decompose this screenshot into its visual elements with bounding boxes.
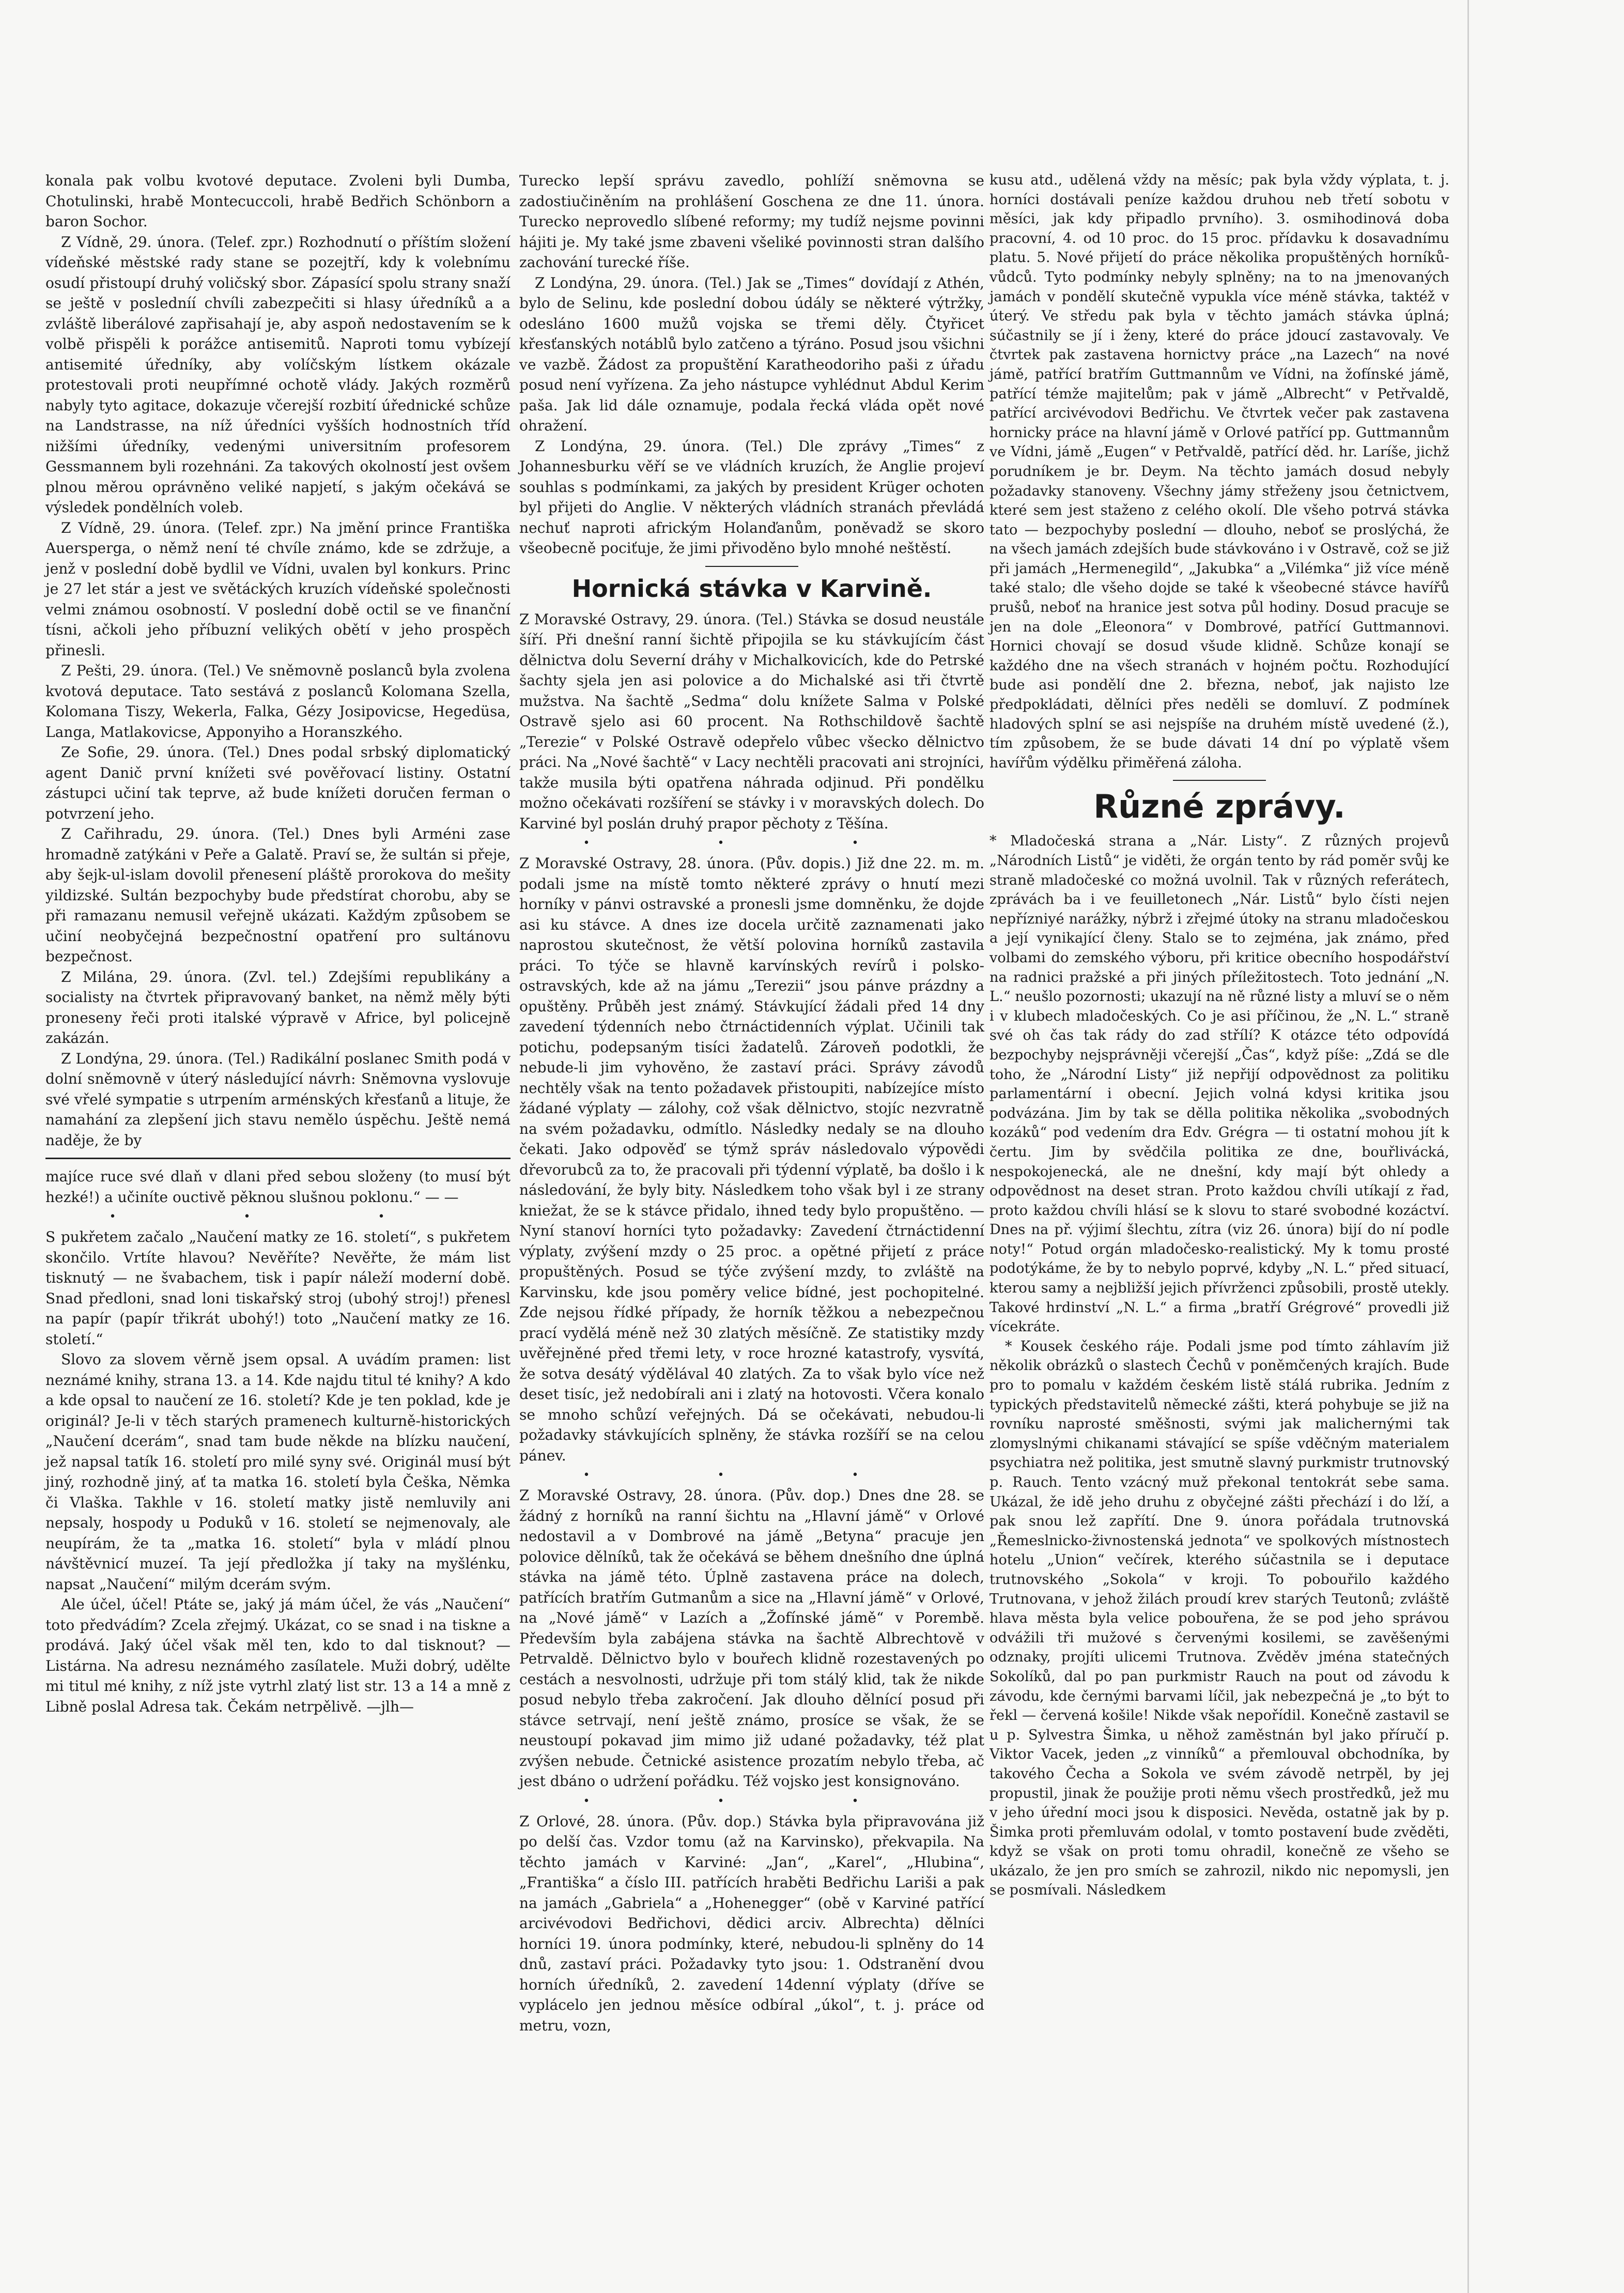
strike-paragraph: Z Moravské Ostravy, 28. února. (Pův. dop.) Dnes dne 28. se žádný z horníků na ranní šichtu na „Hlavní jámě“ v Orlové nedostavil a v Dombrové na jámě „Betyna“ pracuje jen polovice dělníků, tak že očekává se během dnešního dne úplná stávka na jámě této. Úplně zastavena práce na dolech, patřících bratřím Gutmanům a sice na „Hlavní jámě“ v Orlové, na „Nové jámě“ v Lazích a „Žofínské jámě“ v Porembě. Především byla zabájena stávka na šachtě Albrechtově v Petrvaldě. Dělnictvo bylo v bouřech klidně rozestavených po cestách a nesvolnosti, udržuje při tom stálý klid, tak že nikde posud nebylo třeba zakročení. Jak dlouho dělnící posud při stávce setrvají, není ještě známo, prosíce se však, že se neustoupí pokavad jim mimo již udané požadavky, též plat zvýšen nebude. Četnické asistence prozatím nebylo třeba, ač jest dbáno o udržení pořádku. Též vojsko jest konsignováno. [519,1487,984,1790]
feuilleton-paragraph: Slovo za slovem věrně jsem opsal. A uvádím pramen: list neznámé knihy, strana 13. a 14. Kde najdu titul té knihy? A kdo a kde opsal to naučení ze 16. století? Kde je ten poklad, kde je originál? Je-li v těch starých pramenech kulturně-historických „Naučení dcerám“, snad tam bude někde na blízku naučení, jež napsal tatík 16. století pro milé syny své. Originál musí být jiný, rozhodně jiný, ať ta matka 16. století byla Češka, Němka či Vlaška. Takhle v 16. století matky jistě nemluvily ani nepsaly, hospody u Poduků v 16. století se nejmenovaly, ale neupírám, že ta „matka 16. století“ byla v mládí plnou návštěvnicí muzeí. Ta její předložka jí taky na myšlénku, napsat „Naučení“ milým dcerám svým. [45,1351,511,1593]
paragraph: Ze Sofie, 29. února. (Tel.) Dnes podal srbský diplomatický agent Danič první knížeti své pověřovací listiny. Ostatní zástupci učiní tak teprve, až bude knížeti doručen ferman o potvrzení jeho. [45,744,511,822]
strike-paragraph: Z Moravské Ostravy, 29. února. (Tel.) Stávka se dosud neustále šíří. Při dnešní ranní šichtě připojila se ku stávkujícím část dělnictva dolu Severní dráhy v Michalkovicích, kde do Petrské šachty sjela jen asi polovice a do Michalské asi tři čtvrtě mužstva. Na šachtě „Sedma“ dolu knížete Salma v Polské Ostravě sjelo asi 60 procent. Na Rothschildově šachtě „Terezie“ v Polské Ostravě odepřelo vůbec všecko dělnictvo práci. Na „Nové šachtě“ v Lacy nechtěli pracovati ani strojníci, takže musila býti opatřena náhrada odjinud. Při pondělku možno očekávati rozšíření se stávky i v moravských dolech. Do Karviné byl poslán druhý prapor pěchoty z Těšína. [519,610,984,832]
section-heading-strike: Hornická stávka v Karvině. [571,574,932,603]
paragraph: Z Londýna, 29. února. (Tel.) Jak se „Times“ dovídají z Athén, bylo de Selinu, kde poslední dobou údály se některé výtržky, odesláno 1600 mužů vojska se třemi děly. Čtyřicet křesťanských notáblů bylo zatčeno a týráno. Posud jsou všichni ve vazbě. Žádost za propuštění Karatheodoriho paši z úřadu posud není vyřízena. Za jeho nástupce vyhlédnut Abdul Kerim paša. Jak lid dále oznamuje, podala řecká vláda opět nové ohražení. [519,274,984,434]
paragraph: Z Pešti, 29. února. (Tel.) Ve sněmovně poslanců byla zvolena kvotová deputace. Tato sestává z poslanců Kolomana Szella, Kolomana Tiszy, Wekerla, Falka, Gézy Josipovicse, Hegedüsa, Langa, Matlakovicse, Apponyiho a Horanszkého. [45,662,511,741]
paragraph: Z Londýna, 29. února. (Tel.) Dle zprávy „Times“ z Johannesburku věří se ve vládních kruzích, že Anglie projeví souhlas s podmínkami, za jakých by president Krüger ochoten byl přijeti do Anglie. V některých vládních stranách převládá nechuť naproti africkým Holanďanům, poněvadž se skoro všeobecně pociťuje, že jimi přivoděno bylo mnohé neštěstí. [519,437,984,557]
section-divider [705,566,798,567]
paragraph: Z Vídně, 29. února. (Telef. zpr.) Rozhodnutí o příštím složení vídeňské městské rady stane se pozejtří, kdy k volebnímu osudí přistoupí druhý voličský sbor. Zápasící spolu strany snaží se ještě v posledníí chvíli zabezpečiti si hlasy úředníků a a zvláště liberálové zapřisahají je, aby aspoň nedostavením se k volbě přispěli k porážce antisemitů. Naproti tomu vybízejí antisemité úředníky, aby volíčským lístkem okázale protestovali proti neupřímné ochotě vlády. Jakých rozměrů nabyly tyto agitace, dokazuje včerejší rozbití úřednické schůze na Landstrasse, na níž úředníci vyšších hodnostních tříd nižšími úředníky, vedenými universitním profesorem Gessmannem byli rozehnáni. Za takových okolností jest ovšem plnou měrou oprávněno veliké napjetí, s jakým očekává se výsledek pondělních voleb. [45,233,511,516]
paragraph: Z Londýna, 29. února. (Tel.) Radikální poslanec Smith podá v dolní sněmovně v úterý následující návrh: Sněmovna vyslovuje své vřelé sympatie s utrpením arménských křesťanů a lituje, že namahání za zlepšení jich stavu nemělo úspěchu. Ještě nemá naděje, že by [45,1050,511,1149]
feuilleton-divider [45,1158,511,1159]
feuilleton-lead: majíce ruce své dlaň v dlani před sebou složeny (to musí být hezké!) a učiníte ouctivě pěknou slušnou poklonu.“ — — [45,1168,511,1206]
paragraph: Z Vídně, 29. února. (Telef. zpr.) Na jmění prince Františka Auersperga, o němž není té chvíle známo, kde se zdržuje, a jenž v poslední době bydlil ve Vídni, uvalen byl konkurs. Princ je 27 let stár a jest ve světáckých kruzích vídeňské společnosti velmi známou osobností. V poslední době octil se ve finanční tísni, ačkoli jeho příbuzní velikých obětí v jeho prospěch přinesli. [45,519,511,659]
section-separator-dots: • • • [583,1794,921,1808]
strike-paragraph: Z Orlové, 28. února. (Pův. dop.) Stávka byla připravována již po delší čas. Vzdor tomu (až na Karvinsko), překvapila. Na těchto jamách v Karviné: „Jan“, „Karel“, „Hlubina“, „Františka“ a číslo III. patřících hraběti Bedřichu Lariši a pak na jamách „Gabriela“ a „Hohenegger“ (obě v Karviné patřící arcivévodovi Bedřichovi, dědici arciv. Albrechta) dělníci horníci 19. února podmínky, které, nebudou-li splněny do 14 dnů, zastaví práci. Požadavky tyto jsou: 1. Odstranění dvou horních úředníků, 2. zavedení 14denní výplaty (dříve se vyplácelo jen jednou měsíce odbíral „úkol“, t. j. práce od metru, vozn, [519,1812,984,2034]
paragraph: Z Cařihradu, 29. února. (Tel.) Dnes byli Arméni zase hromadně zatýkáni v Peře a Galatě. Praví se, že sultán si přeje, aby šejk-ul-islam dovolil přenesení pláště prorokova do mešity yildizské. Sultán bezpochyby bude předstírat chorobu, aby se při ramazanu nemusil veřejně ukázati. Každým způsobem se učiní neobyčejná bezpečnostní opatření pro sultánovu bezpečnost. [45,825,511,965]
varia-paragraph: * Mladočeská strana a „Nár. Listy“. Z různých projevů „Národních Listů“ je viděti, že orgán tento by rád poměr svůj ke straně mladočeské co možná uvolnil. Tak v různých referátech, zprávách ba i ve feuilletonech „Nár. Listů“ bylo čísti nejen nepřízniyé narážky, nýbrž i zřejmé útoky na stranu mladočeskou a její vynikající členy. Stalo se to zejména, jak známo, před volbami do zemského výboru, při kritice obecního hospodářství na radnici pražské a při jiných příležitostech. Toto jednání „N. L.“ neušlo pozornosti; ukazují na ně různé listy a mluví se o něm i v klubech mladočeských. Co je asi příčinou, že „N. L.“ straně své oh čas tak rády do zad střílí? K otázce této odpovídá bezpochyby nejsprávněji včerejší „Čas“, když píše: „Zdá se dle toho, že „Národní Listy“ již nepřijí odpovědnost za politiku parlamentární i obecní. Jejich volná kdysi kritika jsou podvázána. Jim by tak se dělla politika několika „svobodných kozáků“ pod vedením dra Edv. Grégra — ti ostatní mohou jít k čertu. Jim by svědčila politika ze dne, bouřlivácká, nespokojenecká, ale ne dnešní, kdy mají být ohledy a odpovědnost na deset stran. Proto každou chvíli utíkají z řad, proto každou chvíli hlásí se k slovu to staré svobodné kozáctví. Dnes na př. výjimí šlechtu, zítra (viz 26. února) bijí do ní podle noty!“ Potud orgán mladočesko-realistický. My k tomu prosté podotýkáme, že by to nebylo poprvé, kdyby „N. L.“ před situací, kterou samy a nejbližší jejich přívrženci způsobili, prostě utekly. Takové hrdinství „N. L.“ a firma „bratří Grégrové“ provedli již vícekráte. [989,833,1449,1335]
strike-continued-paragraph: kusu atd., udělená vždy na měsíc; pak byla vždy výplata, t. j. horníci dostávali peníze každou druhou neb třetí sobotu v měsíci, jak kdy připadlo prvního). 3. osmihodinová doba pracovní, 4. od 10 proc. do 15 proc. přídavku k dosavadnímu platu. 5. Nové přijetí do práce několika propuštěných horníků-vůdců. Tyto podmínky nebyly splněny; na to na jmenovaných jamách v pondělí skutečně vypukla více méně stávka, taktéž v úterý. Ve středu pak byla v těchto jamách stávka úplná; súčastnily se jí i ženy, které do práce jdoucí zastavovaly. Ve čtvrtek pak zastavena hornictvy práce „na Lazech“ na nové jámě, patřící bratřím Guttmannům ve Vídni, na žofínské jámě, patřící témže majitelům; pak v jámě „Albrecht“ v Petřvaldě, patřící arcivévodovi Bedřichu. Ve čtvrtek večer pak zastavena hornicky práce na hlavní jámě v Orlové patřící pp. Guttmannům ve Vídni, jámě „Eugen“ v Petřvaldě, patřící děd. hr. Laríše, jichž porudníkem je br. Deym. Na těchto jamách dosud nebyly požadavky stanoveny. Všechny jámy střeženy jsou četnictvem, které sem jest staženo z celého okolí. Dle všeho potrvá stávka tato — bezpochyby poslední — dlouho, neboť se proslýchá, že na všech jamách zdejších bude stávkováno i v Ostravě, což se již při jamách „Hermenegild“, „Jakubka“ a „Vilémka“ již více méně také stalo; dle všeho dojde se také k všeobecné stávce havířů prušů, neboť na hranice jest sotva půl hodiny. Dosud pracuje se jen na dole „Eleonora“ v Dombrové, patřící Guttmannovi. Hornici chovají se dosud všude klidně. Schůze konají se každého dne na všech stranách v hojném počtu. Rozhodující bude asi pondělí dne 2. března, neboť, jak najisto lze předpokládati, dělníci přes neděli se domluví. Z podmínek hladových splní se asi nejspíše na druhém místě uvedené (ž.), tím způsobem, že se bude dávati 14 dní po výplatě všem havířům výdělku přiměřená záloha. [989,172,1449,771]
section-separator-dots: • • • [109,1210,447,1223]
strike-paragraph: Z Moravské Ostravy, 28. února. (Pův. dopis.) Již dne 22. m. m. podali jsme na místě tomto některé zprávy o hnutí mezi horníky v pánvi ostravské a pronesli jsme domněnku, že dojde asi ku stávce. A dnes ize docela určitě zaznamenati jako naprostou skutečnost, že větší polovina horníků zastavila práci. To týče se hlavně karvínských revírů i polsko-ostravských, kde až na jámu „Terezii“ jsou pánve prázdny a opuštěny. Průběh jest známý. Stávkující žádali před 14 dny zavedení týdenních nebo čtrnáctidenních výplat. Učinili tak potichu, podepsaným tisíci žadatelů. Zároveň podotkli, že nebude-li jim vyhověno, že zastaví práci. Správy závodů nechtěly však na tento požadavek přistoupiti, nabízejíce místo žádané výplaty — zálohy, což však dělnictvo, stojíc nezvratně na svém požadavku, odmítlo. Následky nedaly se na dlouho čekati. Jako odpověď se týmž správ následovalo výpovědi dřevorubců za to, že pracovali při týdenní výplatě, ba došlo i k následování, že byly bity. Následkem toho však byl i ze strany kniežat, že se k stávce přidalo, ihned tedy bylo propuštěno. — Nyní stanoví horníci tyto požadavky: Zavedení čtrnáctidenní výplaty, zvýšení mzdy o 25 proc. a opětné přijetí z práce propuštěných. Posud se týče zvýšení mzdy, to zvláště na Karvinsku, kde jsou poměry velice bídné, jest pochopitelné. Zde nejsou řídké případy, že horník těžkou a nebezpečnou prací vydělá méně než 30 zlatých měsíčně. Ze statistiky mzdy uvěřejněné před třemi lety, v roce hrozné katastrofy, vysvítá, že sotva desátý výdělával 40 zlatých. Za to však bylo více než deset tisíc, jež nedobírali ani i zlatý na hotovosti. Včera konalo se mnoho schůzí veřejných. Dá se očekávati, nebudou-li požadavky stávkujících splněny, že stávka rozšíří se na celou pánev. [519,855,984,1464]
section-separator-dots: • • • [583,1469,921,1482]
paragraph: Z Milána, 29. února. (Zvl. tel.) Zdejšími republikány a socialisty na čtvrtek připravovaný banket, na němž měly býti proneseny řeči proti italské výpravě v Africe, byl policejně zakázán. [45,968,511,1047]
feuilleton-paragraph: Ale účel, účel! Ptáte se, jaký já mám účel, že vás „Naučení“ toto předvádím? Zcela zřejmý. Ukázat, co se snad i na tiskne a prodává. Jaký účel však měl ten, kdo to dal tisknout? — Listárna. Na adresu neznámého zasílatele. Muži dobrý, udělte mi titul mé knihy, z níž jste vytrhl zlatý list str. 13 a 14 a mně z Libně poslal Adresa tak. Čekám netrpělivě. —jlh— [45,1596,511,1715]
feuilleton-paragraph: S pukřetem začalo „Naučení matky ze 16. století“, s pukřetem skončilo. Vrtíte hlavou? Nevěříte? Nevěřte, že mám list tisknutý — ne švabachem, tisk i papír náleží moderní době. Snad předloni, snad loni tiskařský stroj (ubohý stroj!) přenesl na papír (papír třikrát ubohý!) toto „Naučení matky ze 16. století.“ [45,1228,511,1348]
section-heading-varia: Různé zprávy. [1093,788,1345,826]
column-1 [45,171,511,1717]
paragraph: Turecko lepší správu zavedlo, pohlíží sněmovna se zadostiučiněním na prohlášení Goschena ze dne 11. února. Turecko neprovedlo slíbené reformy; my tudíž nejsme povinni hájiti je. My také jsme zbaveni všeliké povinnosti stran dalšího zachování turecké říše. [519,172,984,271]
varia-paragraph: * Kousek českého ráje. Podali jsme pod tímto záhlavím již několik obrázků o slastech Čechů v poněmčených krajích. Bude pro to pomalu v každém českém listě stálá rubrika. Jedním z typických představitelů německé zášti, která pohybuje se již na rovníku naprosté směšnosti, svými jak malichernými tak zlomyslnými chikanami stávající se spíše vděčným materialem psychiatra než politika, jest smutně slavný purkmistr trutnovský p. Rauch. Tento vzácný muž překonal tentokrát sebe sama. Ukázal, že idě jeho druhu z obyčejné zášti přechází i do lží, a pak snou lež zapřítí. Dne 9. února pořádala trutnovská „Řemeslnicko-živnostenská jednota“ ve spolkových místnostech hotelu „Union“ večírek, kterého súčastnila se i deputace trutnovského „Sokola“ v kroji. To pobouřilo každého Trutnovana, v jehož žilách proudí krev starých Teutonů; zvláště hlava města byla velice pobouřena, že se pod jeho správou odvážili tři mužové s červenými kosilemi, se zavěšenými odznaky, projíti ulicemi Trutnova. Zvěděv jména statečných Sokolíků, dal po pan purkmistr Rauch na pout od závodu k závodu, kde černými barvami líčil, jak nebezpečná je „to být to řekl — červená košile! Nikde však nepořídil. Konečně zastavil se u p. Sylvestra Šimka, u něhož zaměstnán byl jako příručí p. Viktor Vacek, jeden „z vinníků“ a přemlouval obchodníka, by takového Čecha a Sokola ve svém závodě netrpěl, by jej propustil, jinak že použije proti němu všech prostředků, jež mu v jeho úřední moci jsou k disposici. Nevěda, ostatně jak by p. Šimka proti přemluvám odolal, v tomto postavení bude zvěděti, když se však on proti tomu ohradil, konečně ze všeho se ukázalo, že jen pro smích se zahrozil, nikdo nic nepomysli, jen se posmívali. Následkem [989,1338,1449,1899]
page-edge-rule [1467,0,1469,2293]
section-divider [1173,780,1266,781]
paragraph: konala pak volbu kvotové deputace. Zvoleni byli Dumba, Chotulinski, hrabě Montecuccoli, hrabě Bedřich Schönborn a baron Sochor. [45,172,511,230]
column-3 [989,171,1449,1900]
column-2 [519,171,984,2036]
section-separator-dots: • • • [583,837,921,850]
